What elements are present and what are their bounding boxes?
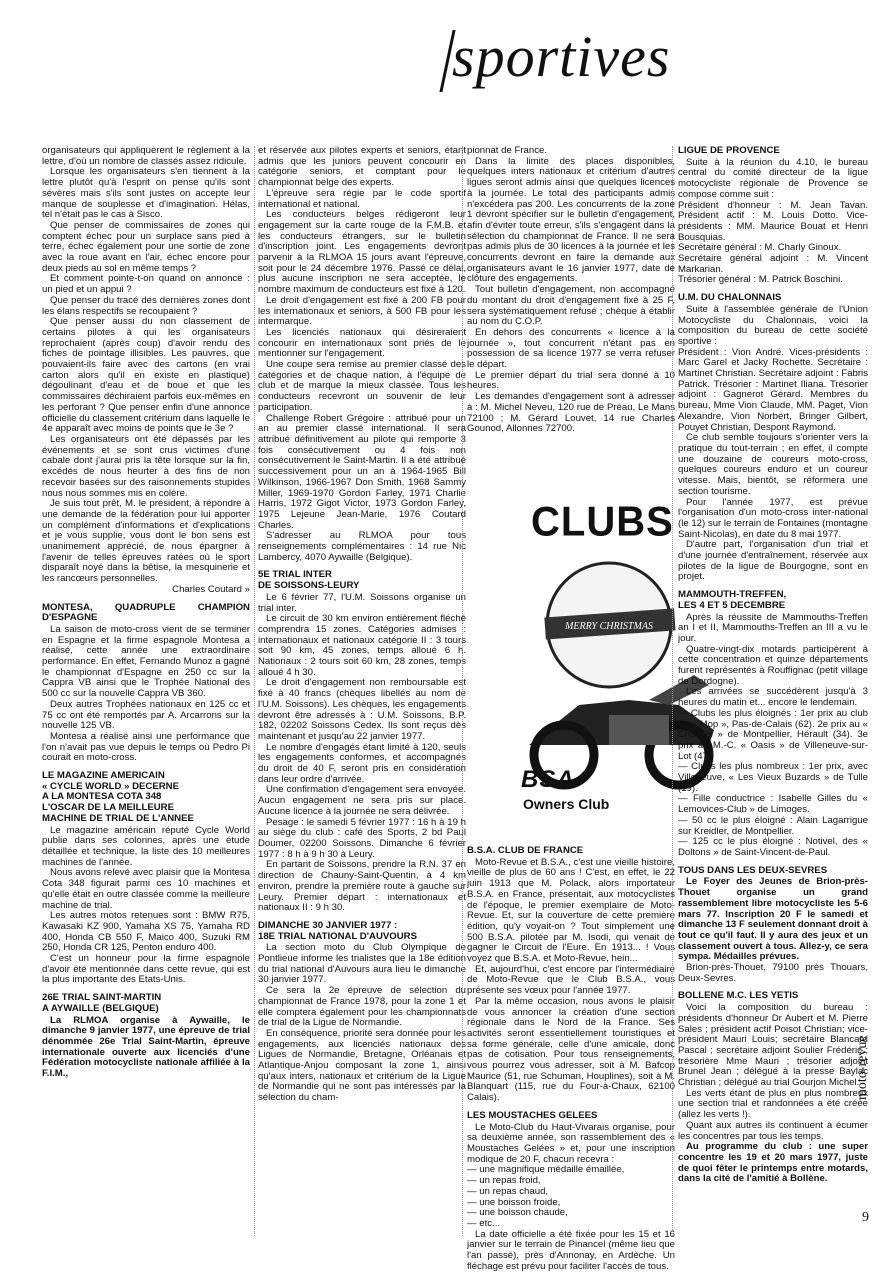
paragraph: Le 6 février 77, l'U.M. Soissons organise un trial inter. xyxy=(258,591,466,614)
list-item: — un repas froid, xyxy=(467,1175,541,1187)
paragraph: Président : Vion André. Vices-présidents : Marc Garel et Jacky Rochette. Secrétaire : Martinet Christian. Secrétaire adjoint : Fabris Patrick. Trésorier : Martinet Iliana. Trésorier adjoint : Gagnerot Gérard. Membres du bureau, Mme Vion Claude, MM. Paget, Vion Alexandre, Vion Norbert, Bringer Gilbert, Pouyet Christian, Despont Raymond. xyxy=(678,346,868,433)
paragraph: — 125 cc le plus éloigné : Notivel, des « Doltons » de Saint-Vincent-de-Paul. xyxy=(678,836,868,858)
magazine-side-label: moto-revue xyxy=(855,1035,870,1100)
page-title: sportives xyxy=(452,24,671,89)
paragraph: En partant de Soissons, prendre la R.N. 37 en direction de Chauny-Saint-Quentin, à 4 km environ, prendre la première route à gauche sur Leury. Premier départ : internationaux et nationaux II : 9 h 30. xyxy=(258,859,466,914)
page-number: 9 xyxy=(862,1210,869,1225)
paragraph: Les organisateurs ont été dépassés par les événements et se sont crus victimes d'une cabale dont j'aurai pris la tête lorsque sur la fin, excédés de nous heurter à des fins de non recevoir basées sur des raisonnements stupides nous nous sommes mis en colère. xyxy=(42,433,250,499)
heading-auvours: DIMANCHE 30 JANVIER 1977 : 18E TRIAL NATIONAL D'AUVOURS xyxy=(258,919,417,942)
paragraph: Brion-près-Thouet, 79100 près Thouars, Deux-Sevres. xyxy=(678,962,868,984)
list-item: — un repas chaud, xyxy=(467,1185,549,1197)
paragraph: Une confirmation d'engagement sera envoyée. Aucun engagement ne sera pris sur place. Aucune licence à la journée ne sera délivrée. xyxy=(258,784,466,817)
paragraph: Les autres motos retenues sont : BMW R75, Kawasaki KZ 900, Yamaha XS 75, Yamaha RD 400, Honda CB 550 F, Maico 400, Suzuki RM 250, Honda CR 125, Penton enduro 400. xyxy=(42,910,250,954)
paragraph: La saison de moto-cross vient de se terminer en Espagne et la firme espagnole Montesa a réalisé, cette année une extraordinaire performance. En effet, Fernando Munoz a gagné le championnat d'Espagne en 250 cc sur la Cappra VB ainsi que le Trophée National des 500 cc sur la nouvelle Cappra VB 360. xyxy=(42,623,250,700)
paragraph: Voici la composition du bureau : présidents d'honneur Dr Aubert et M. Pierre Sales ; président actif Poisot Christian; vice-président Mauri Louis; secrétaire Blancard Pascal ; secrétaire adjoint Soulier Frédéric ; trésorière Mme Mauri ; trésorier adjoint Brunel Jean ; délégué à la presse Baylac Christian ; délégué au trial Gourjon Michel. xyxy=(678,1002,868,1089)
paragraph: Par la même occasion, nous avons le plaisir de vous annoncer la création d'une section régionale dans le Nord de la France. Ses activités seront essentiellement touristiques et sa forme générale, celle d'une amicale, donc pas de cotisation. Pour tous renseignements, vous pourrez vous adresser, soit à M. Bafcop Maurice (51, rue Schuman, Houplines), soit à M. Blanquart (115, rue du Four-à-Chaux, 62100 Calais). xyxy=(467,995,675,1104)
paragraph: C'est un honneur pour la firme espagnole d'avoir été mentionnée dans cette revue, qui est la plus importante des Etats-Unis. xyxy=(42,953,250,986)
list-item: — une boisson froide, xyxy=(467,1196,561,1208)
banner-text: MERRY CHRISTMAS xyxy=(565,621,653,632)
column-divider xyxy=(672,146,673,1236)
list-item: — une magnifique médaille émaillée, xyxy=(467,1164,625,1176)
list-item: — etc... xyxy=(467,1217,501,1229)
column-3-bottom xyxy=(467,846,675,1272)
heading-bsa-club: B.S.A. CLUB DE FRANCE xyxy=(467,846,584,856)
paragraph: Suite à la réunion du 4.10, le bureau central du comité directeur de la ligue motocycliste régionale de Provence se compose comme suit : xyxy=(678,156,868,200)
heading-soissons: 5E TRIAL INTER DE SOISSONS-LEURY xyxy=(258,569,360,592)
paragraph: Tout bulletin d'engagement, non accompagné du montant du droit d'engagement fixé à 25 F, sera systématiquement refusé ; chèque à établir au nom du C.O.P. xyxy=(467,284,675,328)
column-1 xyxy=(42,146,250,1080)
paragraph: — 50 cc le plus éloigné : Alain Lagarrigue sur Kreidler, de Montpellier. xyxy=(678,814,868,837)
heading-mammouth: MAMMOUTH-TREFFEN, LES 4 ET 5 DECEMBRE xyxy=(678,589,787,611)
paragraph: Secrétaire général : M. Charly Ginoux. xyxy=(678,242,842,254)
paragraph: Que penser aussi du non classement de certains pilotes à qui les organisateurs reprochaient (après coup) d'avoir rendu des fiches de pointage illisibles. Les pauvres, que pouvaient-ils faire avec des cartons (en vrai carton alors qu'il en existe en plastique) dégoulinant d'eau et de boue et que les commissaires déchiraient parfois eux-mêmes en les perforant ? Que penser enfin d'une annonce officielle du classement critérium dans laquelle le 4e apparaît avec moins de points que le 3e ? xyxy=(42,316,250,435)
paragraph: Secrétaire général adjoint : M. Vincent Markarian. xyxy=(678,253,868,275)
paragraph: Quant aux autres ils continuent à écumer les concentres par tous les temps. xyxy=(678,1119,868,1142)
paragraph: La section moto du Club Olympique de Pontlieue informe les trialistes que la 18e édition du trial national d'Auvours aura lieu le dimanche 30 janvier 1977. xyxy=(258,942,466,986)
heading-cycle-world: LE MAGAZINE AMERICAIN « CYCLE WORLD » DECERNE A LA MONTESA COTA 348 L'OSCAR DE LA MEILLEURE MACHINE DE TRIAL DE L'ANNEE xyxy=(42,770,194,824)
paragraph: Le magazine américain réputé Cycle World publie dans ses colonnes, après une étude détaillée et technique, la liste des 10 meilleures machines de l'année. xyxy=(42,824,250,868)
paragraph: Que penser du tracé des dernières zones dont les élans respectifs se recoupaient ? xyxy=(42,294,250,317)
paragraph: Montesa a réalisé ainsi une performance que l'on n'avait pas vue depuis le temps où Pedro Pi courait en moto-cross. xyxy=(42,730,250,764)
paragraph: Trésorier général : M. Patrick Boschini. xyxy=(678,274,843,286)
paragraph: Deux autres Trophées nationaux en 125 cc et 75 cc ont été remportés par A. Arcarrons sur la nouvelle 125 VB. xyxy=(42,698,250,732)
paragraph: Ce club semble toujours s'orienter vers la pratique du tout-terrain ; en effet, il compte une douzaine de coureurs moto-cross, quelques coureurs enduro et un coureur vitesse. Mais, bientôt, se réformera une section tourisme. xyxy=(678,432,868,497)
engine xyxy=(609,715,669,745)
paragraph: Les verts étant de plus en plus nombreux une section trial et randonnées a été créée (allez les verts !). xyxy=(678,1087,868,1121)
paragraph: Je suis tout prêt, M. le président, à répondre à une demande de la fédération pour lui apporter un complément d'informations et d'explications et je vous supplie, vous dont le bon sens est unanimement apprécié, de nous épargner à l'avenir de telles épreuves ratées où le sport disparaît noyé dans la bêtise, la mesquinerie et les rancœurs personnelles. xyxy=(42,498,250,585)
paragraph: Au programme du club : une super concentre les 19 et 20 mars 1977, juste de quoi fêter le printemps entre motards, dans la cité de l'amitié à Bollène. xyxy=(678,1141,868,1185)
paragraph: et réservée aux pilotes experts et seniors, étant admis que les juniors peuvent concourir en catégorie seniors, et comptant pour le championnat belge des experts. xyxy=(258,146,466,189)
paragraph: pionnat de France. xyxy=(467,146,548,156)
heading-chalonnais: U.M. DU CHALONNAIS xyxy=(678,292,782,304)
paragraph: S'adresser au RLMOA pour tous renseignements complémentaires : 14 rue Nic Lambercy, 4070 Aywaille (Belgique). xyxy=(258,530,466,563)
paragraph: En conséquence, priorité sera donnée pour les engagements, aux licenciés nationaux des Ligues de Normandie, Bretagne, Orléanais et Atlantique-Anjou composant la zone 1, ainsi qu'aux inters, nationaux et critérium de la Ligue de Normandie qui ne sont pas intéressés par la sélection du cham- xyxy=(258,1027,466,1104)
paragraph: Le premier départ du trial sera donné à 10 heures. xyxy=(467,369,675,392)
paragraph: Les licenciés nationaux qui désireraient concourir en internationaux sont priés de le mentionner sur l'engagement. xyxy=(258,326,466,360)
heading-provence: LIGUE DE PROVENCE xyxy=(678,146,780,156)
paragraph: Dans la limite des places disponibles, quelques inters nationaux et critérium d'autres ligues seront admis ainsi que quelques licences à la journée. Le total des participants admis n'excédera pas 200. Les concurrents de la zone 1 devront spécifier sur le bulletin d'engagement, afin d'éviter toute erreur, s'ils s'engagent dans la sélection du championnat de France. Il ne sera pas admis plus de 30 licences à la journée et les concurrents devront en faire la demande aux organisateurs avant le 16 janvier 1977, date de clôture des engagements. xyxy=(467,155,675,285)
heading-montesa: MONTESA, QUADRUPLE CHAMPION D'ESPAGNE xyxy=(42,601,250,624)
paragraph: Nous avons relevé avec plaisir que la Montesa Cota 348 figurait parmi ces 10 machines et qu'elle était en outre classée comme la meilleure machine de trial. xyxy=(42,867,250,911)
paragraph: Et comment pointe-t-on quand on annonce : un pied et un appui ? xyxy=(42,273,250,296)
heading-bollene: BOLLENE M.C. LES YETIS xyxy=(678,990,799,1002)
paragraph: Le droit d'engagement non remboursable est fixé à 40 francs (chèques libellés au nom de l'U.M. Soissons). Les chèques, les engagements devront être adressés à : U.M. Soissons, B.P. 182, 02202 Soissons Cedex. Ils sont reçus dès maintenant et jusqu'au 22 janvier 1977. xyxy=(258,677,466,742)
paragraph: Ce sera la 2e épreuve de sélection du championnat de France 1978, pour la zone 1 et elle comptera également pour les championnats de trial de la Ligue de Normandie. xyxy=(258,985,466,1029)
paragraph: Les demandes d'engagement sont à adresser à : M. Michel Neveu, 120 rue de Préau, Le Mans 72100 ; M. Gérard Louvet, 14 rue Charles Gounod, Allonnes 72700. xyxy=(467,391,675,435)
paragraph: Président d'honneur : M. Jean Tavan. Président actif : M. Louis Dotto. Vice-présidents : MM. Maurice Bouat et Henri Bousquias. xyxy=(678,199,868,243)
paragraph: Le droit d'engagement est fixé à 200 FB pour les internationaux et seniors, à 500 FB pour les intermarque. xyxy=(258,294,466,328)
paragraph: La RLMOA organise à Aywaille, le dimanche 9 janvier 1977, une épreuve de trial dénommée 26e Trial Saint-Martin, épreuve internationale ouverte aux licenciés d'une Fédération motocycliste nationale affiliée à la F.I.M., xyxy=(42,1014,250,1080)
paragraph: Une coupe sera remise au premier classé des catégories et de chaque nation, à l'équipe de club et de marque la mieux classée. Tous les conducteurs recevront un souvenir de leur participation. xyxy=(258,359,466,413)
bsa-caption: Owners Club xyxy=(523,796,610,812)
column-divider xyxy=(462,146,463,1236)
paragraph: — Clubs les plus éloignés : 1er prix au club de « Mop », Pas-de-Calais (62). 2e prix au « Chacals » de Montpellier, Hérault (34). 3e prix au M.-C. « Oasis » de Villeneuve-sur-Lot (47). xyxy=(678,707,868,762)
clubs-title: CLUBS xyxy=(531,498,674,546)
column-divider xyxy=(254,146,255,1236)
paragraph: Le Foyer des Jeunes de Brion-près-Thouet organise un grand rassemblement libre motocycliste les 5-6 mars 77. Inscription 20 F le samedi et dimanche 13 F seulement donnant droit à tout ce qu'il faut. Il y aura des jeux et un classement ouvert à tous. Allez-y, ce sera sympa. Médailles prévues. xyxy=(678,876,868,963)
paragraph: Le nombre d'engagés étant limité à 120, seuls les engagements conformes, et accompagnés du droit de 40 F, seront pris en considération dans leur ordre d'arrivée. xyxy=(258,741,466,785)
paragraph: organisateurs qui appliquèrent le règlement à la lettre, d'où un nombre de classés assez ridicule. xyxy=(42,146,250,167)
paragraph: Après la réussite de Mammouths-Treffen an I et II, Mammouths-Treffen an III a vu le jour. xyxy=(678,611,868,644)
paragraph: L'épreuve sera régie par le code sportif international et national. xyxy=(258,187,466,210)
signature: Charles Coutard » xyxy=(172,583,250,595)
paragraph: — Fille conductrice : Isabelle Gilles du « Lemovices-Club » de Limoges. xyxy=(678,793,868,816)
paragraph: Les arrivées se succédèrent jusqu'à 3 heures du matin et... encore le lendemain. xyxy=(678,686,868,709)
column-4 xyxy=(678,146,868,1185)
paragraph: Le circuit de 30 km environ entièrement fléché comprendra 15 zones. Catégories admises : internationaux et nationaux catégorie II : 3 tours soit 90 km, 45 zones, temps alloué 6 h. Nationaux : 2 tours soit 60 km, 28 zones, temps alloué 4 h 30. xyxy=(258,613,466,678)
paragraph: Les conducteurs belges rédigeront leur engagement sur la carte rouge de la F.M.B. et les conducteurs étrangers, sur le bulletin d'inscription joint. Les engagements devront parvenir à la RLMOA 15 jours avant l'épreuve, soit pour le 24 décembre 1976. Passé ce délai, plus aucune inscription ne sera acceptée, le nombre maximum de conducteurs est fixé à 120. xyxy=(258,209,466,296)
paragraph: En dehors des concurrents « licence à la journée », tout concurrent n'étant pas en possession de sa licence 1977 se verra refuser le départ. xyxy=(467,326,675,371)
paragraph: — Clubs les plus nombreux : 1er prix, avec Villeneuve, « Les Vieux Buzards » de Tulle (19). xyxy=(678,761,868,794)
list-item: — une boisson chaude, xyxy=(467,1207,568,1219)
paragraph: Suite à l'assemblée générale de l'Union Motocycliste du Chalonnais, voici la composition du bureau de cette société sportive : xyxy=(678,303,868,347)
paragraph: Le Moto-Club du Haut-Vivarais organise, pour sa deuxième année, son rassemblement des « Moustaches Gelées » et, pour une inscription modique de 20 F, chacun recevra : xyxy=(467,1121,675,1165)
heading-deux-sevres: TOUS DANS LES DEUX-SEVRES xyxy=(678,864,828,876)
bsa-logo: BSA xyxy=(521,766,575,793)
column-2 xyxy=(258,146,466,1104)
paragraph: Pour l'année 1977, est prévue l'organisation d'un moto-cross inter-national (le 12) sur le terrain de Fontaines (montagne Saint-Nicolas), en date du 8 mai 1977. xyxy=(678,496,868,540)
paragraph: La date officielle a été fixée pour les 15 et 16 janvier sur le terrain de Pinancel (même lieu que l'an passé), près d'Annonay, en Ardèche. Un fléchage est prévu pour faciliter l'accès de tous. xyxy=(467,1228,675,1272)
paragraph: D'autre part, l'organisation d'un trial et d'une journée d'entraînement, réservée aux pilotes de la ligue de Bourgogne, sont en projet. xyxy=(678,539,868,583)
heading-saint-martin: 26E TRIAL SAINT-MARTIN A AYWAILLE (BELGIQUE) xyxy=(42,992,162,1014)
column-3-top xyxy=(467,146,675,496)
paragraph: Moto-Revue et B.S.A., c'est une vieille histoire, vieille de plus de 60 ans ! C'est, en effet, le 22 juin 1913 que M. Polack, alors importateur B.S.A. en France, présentait, aux motocyclistes de l'époque, le premier exemplaire de Moto-Revue. Et, sur la couverture de cette première édition, qu'y voyait-on ? Tout simplement une 500 B.S.A. pilotée par M. Isodi, qui venait de gagner le Circuit de l'Eure. En 1913... ! Vous voyez que B.S.A. et Moto-Revue, hein... xyxy=(467,856,675,965)
paragraph: Challenge Robert Grégoire : attribué pour un an au premier classé international. Il sera attribué définitivement au pilote qui remporte 3 fois consécutivement ou 4 fois non consécutivement le Saint-Martin. Il a été attribué successivement pour un an à 1964-1965 Bill Wilkinson, 1966-1967 Don Smith, 1968 Sammy Miller, 1969-1970 Gordon Farley, 1971 Charlie Harris, 1972 Gigot Victor, 1973 Gordon Farley, 1975 Lejeune Jean-Marie, 1976 Coutard Charles. xyxy=(258,412,466,531)
paragraph: Pesage : le samedi 5 février 1977 : 16 h à 19 h au siège du club : café des Sports, 2 bd Paul Doumer, 02200 Soissons. Dimanche 6 février 1977 : 8 h à 9 h 30 à Leury. xyxy=(258,816,466,860)
paragraph: Lorsque les organisateurs s'en tiennent à la lettre plutôt qu'à l'esprit on pense qu'ils sont sévères mais s'ils sont justes on accepte leur manque de souplesse et d'imagination. Hélas, tel n'était pas le cas à Sisco. xyxy=(42,166,250,221)
paragraph: Quatre-vingt-dix motards participèrent à cette concentration et quinze départements furent représentés à Rouffignac (petit village de Dordogne). xyxy=(678,643,868,687)
paragraph: Que penser de commissaires de zones qui comptent échec pour un surplace sans pied à terre, échec également pour une sortie de zone avec la roue avant en l'air, échec encore pour deux pieds au sol en même temps ? xyxy=(42,219,250,274)
heading-moustaches: LES MOUSTACHES GELEES xyxy=(467,1109,598,1121)
paragraph: Et, aujourd'hui, c'est encore par l'intermédiaire de Moto-Revue que le Club B.S.A., vous présente ses vœux pour l'année 1977. xyxy=(467,963,675,997)
